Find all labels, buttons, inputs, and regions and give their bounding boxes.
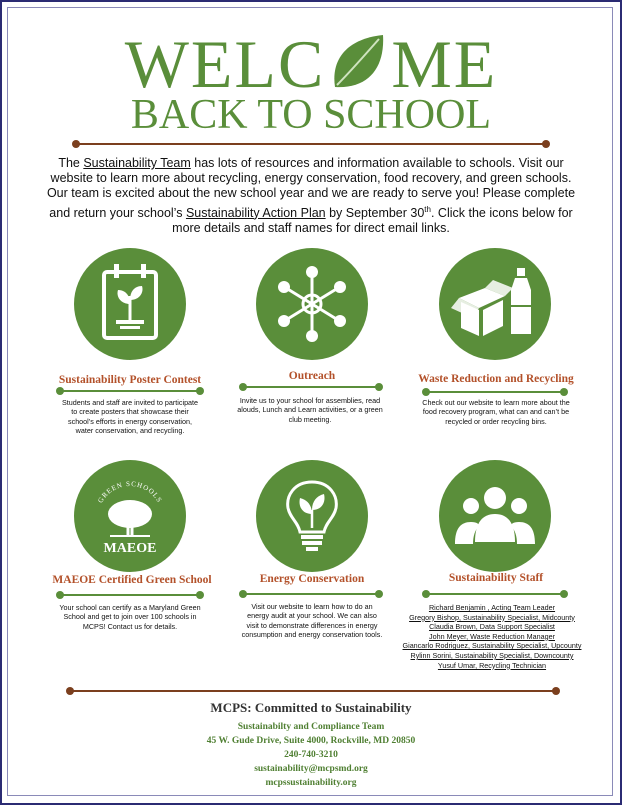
staff-link[interactable]: Claudia Brown, Data Support Specialist bbox=[429, 622, 555, 632]
card-divider-1 bbox=[60, 390, 200, 392]
card-divider-3 bbox=[426, 391, 564, 393]
staff-link[interactable]: Rylinn Sorini, Sustainability Specialist, Downcounty bbox=[410, 650, 574, 660]
footer-heading: MCPS: Committed to Sustainability bbox=[210, 700, 412, 715]
card-title-waste-reduction[interactable]: Waste Reduction and Recycling bbox=[418, 373, 574, 385]
card-title-maeoe[interactable]: MAEOE Certified Green School bbox=[52, 574, 212, 586]
card-desc-outreach: Invite us to your school for assemblies, read alouds, Lunch and Learn activities, or a green club meeting. bbox=[237, 396, 383, 424]
title-welc: WELC bbox=[124, 26, 326, 102]
bottom-divider bbox=[70, 690, 556, 692]
card-divider-6 bbox=[426, 593, 564, 595]
outreach-icon-button[interactable] bbox=[256, 248, 368, 360]
box-bottle-icon bbox=[439, 248, 551, 360]
action-plan-link[interactable]: Sustainability Action Plan bbox=[185, 205, 326, 220]
footer-address: 45 W. Gude Drive, Suite 4000, Rockville, MD 20850 bbox=[206, 736, 416, 746]
card-desc-energy: Visit our website to learn how to do an energy audit at your school. We can also visit to demonstrate differences in energy consumption and energy conservation tools. bbox=[241, 602, 383, 640]
title-back-to-school: BACK TO SCHOOL bbox=[130, 92, 492, 138]
leaf-icon bbox=[327, 31, 389, 93]
card-title-staff[interactable]: Sustainability Staff bbox=[448, 572, 544, 584]
card-title-energy[interactable]: Energy Conservation bbox=[259, 573, 365, 585]
intro-text-3: by September 30 bbox=[325, 205, 425, 220]
footer-phone: 240-740-3210 bbox=[284, 750, 338, 760]
maeoe-logo-top-text: GREEN SCHOOLS bbox=[96, 479, 164, 505]
footer-team: Sustainabilty and Compliance Team bbox=[237, 722, 385, 732]
intro-text-4: . Click the icons below for more details and staff names for direct email links. bbox=[172, 205, 573, 235]
staff-link[interactable]: Gregory Bishop, Sustainability Specialist, Midcounty bbox=[409, 612, 575, 622]
maeoe-logo-text: MAEOE bbox=[103, 541, 157, 556]
sustainability-team-link[interactable]: Sustainability Team bbox=[83, 156, 191, 170]
footer-contact bbox=[0, 720, 622, 790]
staff-link[interactable]: Giancarlo Rodriguez, Sustainability Specialist, Upcounty bbox=[402, 641, 582, 651]
maeoe-logo bbox=[74, 460, 186, 572]
footer-email[interactable]: sustainability@mcpsmd.org bbox=[254, 764, 368, 774]
staff-list bbox=[383, 603, 601, 670]
maeoe-icon-button[interactable] bbox=[74, 460, 186, 572]
card-desc-poster-contest: Students and staff are invited to participate to create posters that showcase their school’s efforts in energy conservation, water conservation, and recycling. bbox=[61, 398, 199, 436]
card-divider-4 bbox=[60, 594, 200, 596]
card-title-poster-contest[interactable]: Sustainability Poster Contest bbox=[58, 374, 202, 386]
intro-sup: th bbox=[424, 204, 431, 214]
staff-icon-button[interactable] bbox=[439, 460, 551, 572]
intro-text-1: The bbox=[58, 156, 84, 170]
intro-paragraph bbox=[40, 156, 582, 236]
network-hub-icon bbox=[256, 248, 368, 360]
waste-reduction-icon-button[interactable] bbox=[439, 248, 551, 360]
lightbulb-leaf-icon bbox=[256, 460, 368, 572]
people-group-icon bbox=[439, 460, 551, 572]
top-divider bbox=[76, 143, 546, 145]
card-divider-5 bbox=[243, 593, 379, 595]
staff-link[interactable]: Yusuf Umar, Recycling Technician bbox=[437, 660, 547, 670]
card-divider-2 bbox=[243, 386, 379, 388]
staff-link[interactable]: John Meyer, Waste Reduction Manager bbox=[429, 631, 555, 641]
intro-text-2: has lots of resources and information available to schools. Visit our website to learn more about recycling, energy conservation, food recovery, and green schools. Our team is excited about the new school year and we are ready to serve you! Please complete and return your school’s bbox=[46, 156, 576, 220]
title-me: ME bbox=[391, 26, 498, 102]
title-welcome bbox=[0, 26, 622, 102]
card-desc-maeoe: Your school can certify as a Maryland Green School and get to join over 100 schools in MCPS! Contact us for details. bbox=[59, 603, 201, 631]
card-desc-waste-reduction: Check out our website to learn more about the food recovery program, what can and can’t be recycled or order recycling bins. bbox=[422, 398, 570, 426]
card-title-outreach[interactable]: Outreach bbox=[288, 370, 336, 382]
poster-plant-icon bbox=[74, 248, 186, 360]
staff-link[interactable]: Richard Benjamin , Acting Team Leader bbox=[428, 603, 556, 612]
energy-conservation-icon-button[interactable] bbox=[256, 460, 368, 572]
footer-website[interactable]: mcpssustainability.org bbox=[265, 778, 357, 788]
poster-contest-icon-button[interactable] bbox=[74, 248, 186, 360]
